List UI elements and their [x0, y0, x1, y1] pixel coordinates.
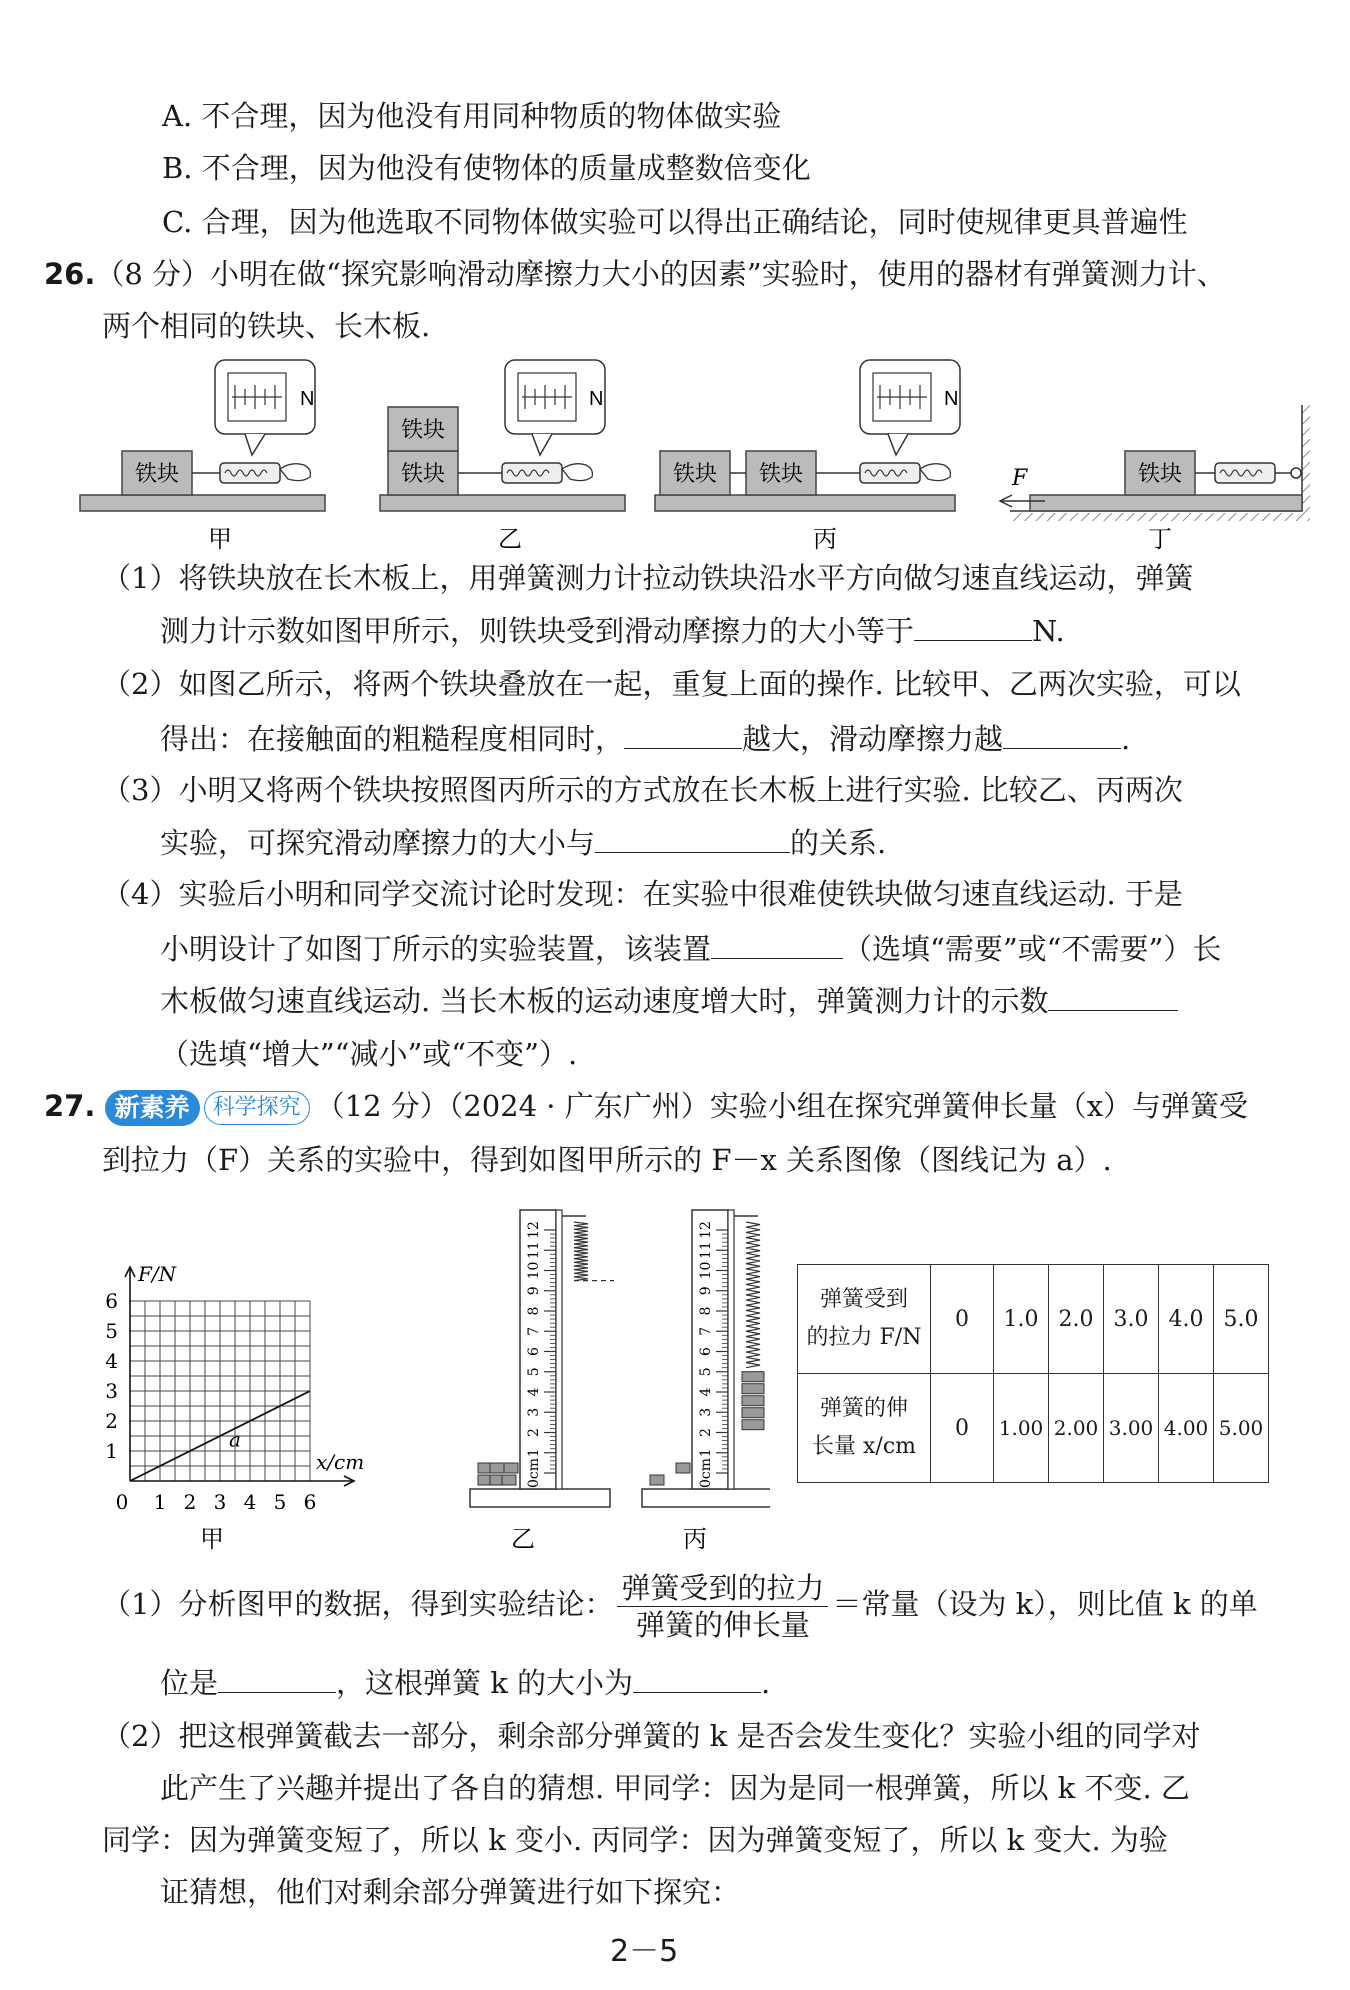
text: 弹簧的伸 — [819, 1396, 908, 1421]
answer-blank[interactable] — [633, 1662, 761, 1693]
ruler-tick-label: 5 — [698, 1367, 714, 1377]
new-literacy-badge: 新素养 — [105, 1090, 200, 1126]
setup-ding — [1000, 405, 1310, 553]
hand-icon — [920, 464, 950, 481]
ruler-tick-label: 7 — [698, 1326, 714, 1336]
q27-p2-line3: 同学：因为弹簧变短了，所以 k 变小. 丙同学：因为弹簧变短了，所以 k 变大. 为验 — [102, 1823, 1168, 1857]
weight-icon — [490, 1463, 504, 1473]
x-tick-label: 2 — [183, 1490, 197, 1514]
answer-blank[interactable] — [914, 610, 1032, 641]
ratio-fraction — [617, 1570, 828, 1643]
text: . — [761, 1666, 771, 1700]
x-tick-label: 4 — [243, 1490, 257, 1514]
q26-p2-line1: （2）如图乙所示，将两个铁块叠放在一起，重复上面的操作. 比较甲、乙两次实验，可以 — [102, 667, 1241, 701]
fig-label-yi: 乙 — [498, 525, 522, 553]
q26-p4-line1: （4）实验后小明和同学交流讨论时发现：在实验中很难使铁块做匀速直线运动. 于是 — [102, 877, 1183, 911]
q26-p2-line2 — [160, 718, 1130, 759]
q26-p4-line2 — [160, 928, 1221, 969]
q26-p1-line1: （1）将铁块放在长木板上，用弹簧测力计拉动铁块沿水平方向做匀速直线运动，弹簧 — [102, 561, 1194, 595]
y-axis-label: F/N — [138, 1262, 177, 1286]
q27-p1-line1 — [102, 1566, 1258, 1643]
fig-label-jia: 甲 — [200, 1525, 224, 1553]
ruler-tick-label: 2 — [526, 1428, 542, 1437]
x-tick-label: 5 — [273, 1490, 287, 1514]
y-tick-label: 5 — [105, 1319, 118, 1343]
series-label: a — [229, 1427, 241, 1452]
f-x-chart — [90, 1195, 460, 1555]
friction-experiment-figure — [70, 355, 1320, 555]
spring-scale-icon — [1215, 463, 1275, 483]
chart-axes — [125, 1262, 364, 1486]
q27-intro-line1 — [44, 1086, 1248, 1126]
spring-icon — [574, 1222, 588, 1281]
fig-label-bing: 丙 — [813, 525, 837, 553]
iron-block-label: 铁块 — [672, 462, 718, 487]
ruler-tick-label: 0cm — [526, 1457, 542, 1489]
fig-label-yi: 乙 — [511, 1525, 535, 1553]
ruler-tick-label: 7 — [526, 1326, 542, 1336]
text: ＝常量（设为 k），则比值 k 的单 — [832, 1587, 1258, 1621]
text: 长量 x/cm — [812, 1434, 916, 1459]
text: ，这根弹簧 k 的大小为 — [336, 1666, 634, 1700]
question-number: 27. — [44, 1089, 96, 1123]
dial-unit: N — [300, 388, 315, 410]
ruler-tick-label: 8 — [698, 1306, 714, 1316]
q27-p2-line1: （2）把这根弹簧截去一部分，剩余部分弹簧的 k 是否会发生变化？实验小组的同学对 — [102, 1719, 1201, 1753]
text: 小明设计了如图丁所示的实验装置，该装置 — [160, 932, 712, 966]
answer-blank[interactable] — [711, 928, 843, 959]
iron-block-label: 铁块 — [1137, 462, 1183, 487]
fig-label-bing: 丙 — [683, 1525, 707, 1553]
iron-block-label: 铁块 — [134, 462, 180, 487]
ruler-tick-label: 9 — [698, 1286, 714, 1296]
q26-p1-line2 — [160, 610, 1065, 651]
y-tick-label: 6 — [105, 1289, 118, 1313]
force-label: F — [1012, 466, 1028, 491]
text: . — [1121, 722, 1131, 756]
fig-label-ding: 丁 — [1148, 525, 1172, 553]
ruler-tick-label: 11 — [698, 1241, 714, 1260]
ruler-tick-label: 8 — [526, 1306, 542, 1316]
spring-ruler-figure — [430, 1195, 770, 1555]
ruler-tick-label: 10 — [526, 1261, 542, 1280]
table-row — [798, 1265, 1269, 1374]
table-row-header — [798, 1374, 931, 1483]
ruler-tick-label: 6 — [526, 1347, 542, 1356]
iron-block-label: 铁块 — [400, 462, 446, 487]
text: （选填“需要”或“不需要”）长 — [843, 932, 1222, 966]
text: 弹簧受到 — [819, 1287, 908, 1312]
answer-blank[interactable] — [1048, 980, 1178, 1011]
table-cell: 5.00 — [1214, 1374, 1269, 1483]
q26-intro-line2: 两个相同的铁块、长木板. — [102, 309, 431, 343]
answer-blank[interactable] — [595, 822, 790, 853]
text: 越大，滑动摩擦力越 — [742, 722, 1004, 756]
ruler-tick-label: 4 — [698, 1387, 714, 1397]
science-inquiry-badge: 科学探究 — [204, 1091, 310, 1125]
option-b: B. 不合理，因为他没有使物体的质量成整数倍变化 — [162, 151, 811, 185]
table-row — [798, 1374, 1269, 1483]
x-tick-label: 6 — [303, 1490, 317, 1514]
x-tick-label: 1 — [153, 1490, 167, 1514]
y-tick-label: 4 — [105, 1349, 118, 1373]
dial-unit: N — [944, 388, 959, 410]
page-number: 2－5 — [610, 1934, 679, 1969]
iron-block-label: 铁块 — [400, 418, 446, 443]
text: 的拉力 F/N — [806, 1325, 922, 1350]
ruler-bing — [642, 1210, 770, 1507]
hand-icon — [280, 464, 310, 481]
y-tick-label: 3 — [105, 1379, 118, 1403]
ruler-tick-label: 3 — [526, 1407, 542, 1417]
ruler-tick-label: 1 — [698, 1448, 714, 1458]
text: 测力计示数如图甲所示，则铁块受到滑动摩擦力的大小等于 — [160, 614, 915, 648]
spring-scale-icon — [860, 463, 920, 483]
q26-intro-line1 — [44, 254, 1226, 294]
spring-scale-icon — [502, 463, 562, 483]
q27-p1-line2 — [160, 1662, 770, 1703]
iron-block-label: 铁块 — [758, 462, 804, 487]
table-cell: 3.00 — [1104, 1374, 1159, 1483]
spring-icon — [746, 1222, 760, 1368]
table-cell: 4.0 — [1159, 1265, 1214, 1374]
q27-intro-text: （12 分）（2024 · 广东广州）实验小组在探究弹簧伸长量（x）与弹簧受 — [315, 1089, 1249, 1123]
y-tick-label: 1 — [105, 1439, 118, 1463]
text: 位是 — [160, 1666, 219, 1700]
text: N. — [1032, 614, 1065, 648]
table-cell: 4.00 — [1159, 1374, 1214, 1483]
q27-intro-line2: 到拉力（F）关系的实验中，得到如图甲所示的 F－x 关系图像（图线记为 a）. — [102, 1143, 1112, 1177]
table-cell: 1.00 — [994, 1374, 1049, 1483]
q26-p4-line4: （选填“增大”“减小”或“不变”）. — [160, 1037, 578, 1071]
ruler-tick-label: 0cm — [698, 1457, 714, 1489]
spring-data-table — [797, 1264, 1269, 1483]
ruler-tick-label: 4 — [526, 1387, 542, 1397]
setup-jia — [80, 360, 325, 553]
ruler-tick-label: 11 — [526, 1241, 542, 1260]
chart-grid — [130, 1301, 310, 1481]
y-tick-label: 2 — [105, 1409, 118, 1433]
text: 的关系. — [790, 826, 887, 860]
q27-p2-line2: 此产生了兴趣并提出了各自的猜想. 甲同学：因为是同一根弹簧，所以 k 不变. 乙 — [160, 1771, 1190, 1805]
setup-yi — [380, 360, 625, 553]
x-tick-label: 3 — [213, 1490, 227, 1514]
table-cell: 2.00 — [1049, 1374, 1104, 1483]
ruler-tick-label: 12 — [526, 1221, 542, 1239]
weight-icon — [502, 1475, 516, 1485]
ruler-tick-label: 6 — [698, 1347, 714, 1356]
q26-p3-line1: （3）小明又将两个铁块按照图丙所示的方式放在长木板上进行实验. 比较乙、丙两次 — [102, 773, 1183, 807]
answer-blank[interactable] — [1003, 718, 1121, 749]
text: 实验，可探究滑动摩擦力的大小与 — [160, 826, 596, 860]
setup-bing — [655, 360, 960, 553]
ruler-tick-label: 9 — [526, 1286, 542, 1296]
x-axis-label: x/cm — [316, 1450, 365, 1474]
x-tick-label: 0 — [115, 1490, 129, 1514]
table-cell: 3.0 — [1104, 1265, 1159, 1374]
ruler-tick-label: 1 — [526, 1448, 542, 1458]
answer-blank[interactable] — [624, 718, 742, 749]
fig-label-jia: 甲 — [208, 525, 232, 553]
table-cell: 5.0 — [1214, 1265, 1269, 1374]
ruler-tick-label: 2 — [698, 1428, 714, 1437]
text: 木板做匀速直线运动. 当长木板的运动速度增大时，弹簧测力计的示数 — [160, 984, 1049, 1018]
option-c: C. 合理，因为他选取不同物体做实验可以得出正确结论，同时使规律更具普遍性 — [162, 205, 1188, 239]
ruler-tick-label: 5 — [526, 1367, 542, 1377]
table-cell: 0 — [931, 1374, 994, 1483]
dial-unit: N — [589, 388, 604, 410]
option-a: A. 不合理，因为他没有用同种物质的物体做实验 — [162, 99, 782, 133]
table-cell: 1.0 — [994, 1265, 1049, 1374]
question-number: 26. — [44, 257, 96, 291]
q26-intro-text: （8 分）小明在做“探究影响滑动摩擦力大小的因素”实验时，使用的器材有弹簧测力计、 — [95, 257, 1226, 291]
table-cell: 2.0 — [1049, 1265, 1104, 1374]
text: （1）分析图甲的数据，得到实验结论： — [102, 1587, 614, 1621]
spring-scale-icon — [220, 463, 280, 483]
weight-icon — [650, 1475, 664, 1485]
table-cell: 0 — [931, 1265, 994, 1374]
q27-p2-line4: 证猜想，他们对剩余部分弹簧进行如下探究： — [160, 1875, 741, 1909]
ruler-tick-label: 10 — [698, 1261, 714, 1280]
fraction-denominator: 弹簧的伸长量 — [635, 1607, 810, 1642]
q26-p3-line2 — [160, 822, 886, 863]
ruler-tick-label: 3 — [698, 1407, 714, 1417]
hand-icon — [562, 464, 592, 481]
ruler-yi — [470, 1210, 614, 1507]
table-row-header — [798, 1265, 931, 1374]
ruler-tick-label: 12 — [698, 1221, 714, 1239]
text: 得出：在接触面的粗糙程度相同时， — [160, 722, 625, 756]
q26-p4-line3 — [160, 980, 1178, 1021]
fraction-numerator: 弹簧受到的拉力 — [617, 1570, 828, 1607]
answer-blank[interactable] — [218, 1662, 336, 1693]
